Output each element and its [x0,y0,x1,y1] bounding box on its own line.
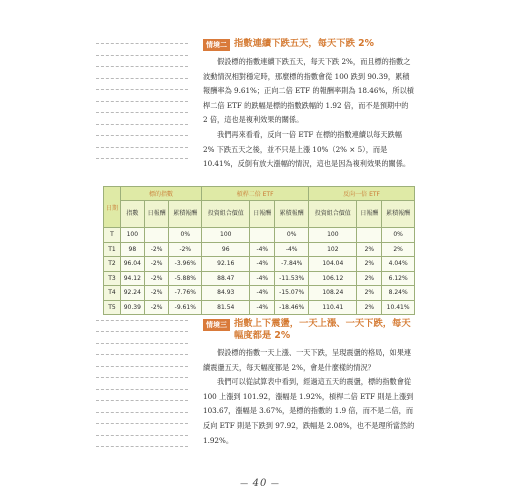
table-cell: -2% [144,242,169,257]
scenario-2-paragraph-2: 我們再來看看，反向一倍 ETF 在標的指數連續以每天跌幅 2% 下跌五天之後，並不只是上漲 10%（2% × 5），而是 10.41%，反倒有放大漲幅的情況，這也是因為複利效果的關係。 [203,129,411,169]
table-row [104,300,415,315]
table-cell: -3.96% [169,257,202,272]
row-date: T5 [104,300,121,315]
table-cell: 6.12% [382,271,415,286]
table-cell: 100 [309,228,357,243]
table-cell: 8.24% [382,286,415,301]
table-cell: 0% [275,228,309,243]
table-cell: 10.41% [382,300,415,315]
table-cell: 92.16 [202,257,250,272]
col-header: 日報酬 [144,201,169,228]
col-header: 日報酬 [250,201,275,228]
table-row [104,286,415,301]
row-date: T2 [104,257,121,272]
scenario-3-paragraph-2: 我們可以從試算表中看到，經過這五天的震盪，標的指數會從 100 上漲到 101.92，漲幅是 1.92%，槓桿二倍 ETF 則是上漲到 103.67，漲幅是 3.67%，是標的指數的 1.9 倍，而不是二倍，而反向 ETF 則是下跌到 97.92，跌幅是 2.08%，也不是理所當然的 1.92%。 [203,377,415,445]
table-cell: 96 [202,242,250,257]
table-cell: -4% [250,286,275,301]
table-cell [357,228,382,243]
table-cell: -2% [144,286,169,301]
table-cell: -2% [169,242,202,257]
table-cell: -2% [144,271,169,286]
section-2-heading [203,38,415,51]
table-cell: -4% [250,242,275,257]
row-date: T3 [104,271,121,286]
page-number: 40 [252,478,268,489]
page-footer: — 40 — [240,478,280,489]
group-header-leveraged-etf: 槓桿二倍 ETF [202,187,309,201]
table-cell: 2% [357,300,382,315]
scenario-2-tag: 情境二 [203,39,230,51]
scenario-3-tag: 情境三 [203,319,230,331]
table-cell [250,228,275,243]
table-cell: -18.46% [275,300,309,315]
row-date: T1 [104,242,121,257]
scenario-2-title: 指數連續下跌五天，每天下跌 2% [234,38,374,49]
table-cell: 102 [309,242,357,257]
col-header: 累積報酬 [169,201,202,228]
table-cell: 2% [357,242,382,257]
scenario-3-title: 指數上下震盪，一天上漲、一天下跌，每天幅度都是 2% [234,318,411,341]
table-cell: -2% [144,257,169,272]
table-cell: 90.39 [120,300,144,315]
col-header: 指數 [120,201,144,228]
table-cell: 104.04 [309,257,357,272]
table-cell: 88.47 [202,271,250,286]
table-cell: -9.61% [169,300,202,315]
table-cell: 2% [382,242,415,257]
section-3 [203,318,415,448]
table-row [104,257,415,272]
table-cell: 2% [357,271,382,286]
table-row [104,228,415,243]
group-header-index: 標的指數 [120,187,201,201]
row-date: T4 [104,286,121,301]
table-cell: 94.12 [120,271,144,286]
table-cell: 96.04 [120,257,144,272]
table-cell: -15.07% [275,286,309,301]
scenario-2-paragraph-1: 假設標的指數連續下跌五天，每天下跌 2%，而且標的指數之波動情況相對穩定時，那麼標的指數會從 100 跌到 90.39，累積報酬率為 9.61%；正向二倍 ETF 的報酬率則為 18.46%，所以槓桿二倍 ETF 的跌幅是標的指數跌幅的 1.92 倍，而不是預期中的 2 倍，這也是複利效果的關係。 [203,57,414,125]
table-cell: 108.24 [309,286,357,301]
col-header: 累積報酬 [382,201,415,228]
table-row [104,242,415,257]
col-header: 累積報酬 [275,201,309,228]
comparison-table [103,186,415,315]
table-cell: 81.54 [202,300,250,315]
table-cell [144,228,169,243]
table-cell: -7.76% [169,286,202,301]
group-header-inverse-etf: 反向一倍 ETF [309,187,415,201]
table-row [104,271,415,286]
table-cell: -4% [250,300,275,315]
table-cell: -2% [144,300,169,315]
table-cell: -7.84% [275,257,309,272]
row-date: T [104,228,121,243]
table-cell: -4% [250,271,275,286]
table-cell: 2% [357,286,382,301]
table-cell: 2% [357,257,382,272]
table-cell: -11.53% [275,271,309,286]
table-cell: 110.41 [309,300,357,315]
date-header: 日期 [104,187,121,228]
table-cell: 106.12 [309,271,357,286]
section-3-heading [203,318,415,342]
section-2 [203,38,415,172]
col-header: 日報酬 [357,201,382,228]
table-cell: 84.93 [202,286,250,301]
table-cell: 98 [120,242,144,257]
col-header: 投資組合價值 [309,201,357,228]
table-cell: 92.24 [120,286,144,301]
col-header: 投資組合價值 [202,201,250,228]
scenario-3-paragraph-1: 假設標的指數一天上漲、一天下跌，呈現震盪的格局，如果連續震盪五天，每天幅度都是 2%，會是什麼樣的情況？ [203,348,412,372]
table-cell: 0% [169,228,202,243]
table-cell: -4% [250,257,275,272]
table-cell: 100 [120,228,144,243]
table-cell: 4.04% [382,257,415,272]
table-cell: 0% [382,228,415,243]
table-cell: -5.88% [169,271,202,286]
table-cell: -4% [275,242,309,257]
table-cell: 100 [202,228,250,243]
